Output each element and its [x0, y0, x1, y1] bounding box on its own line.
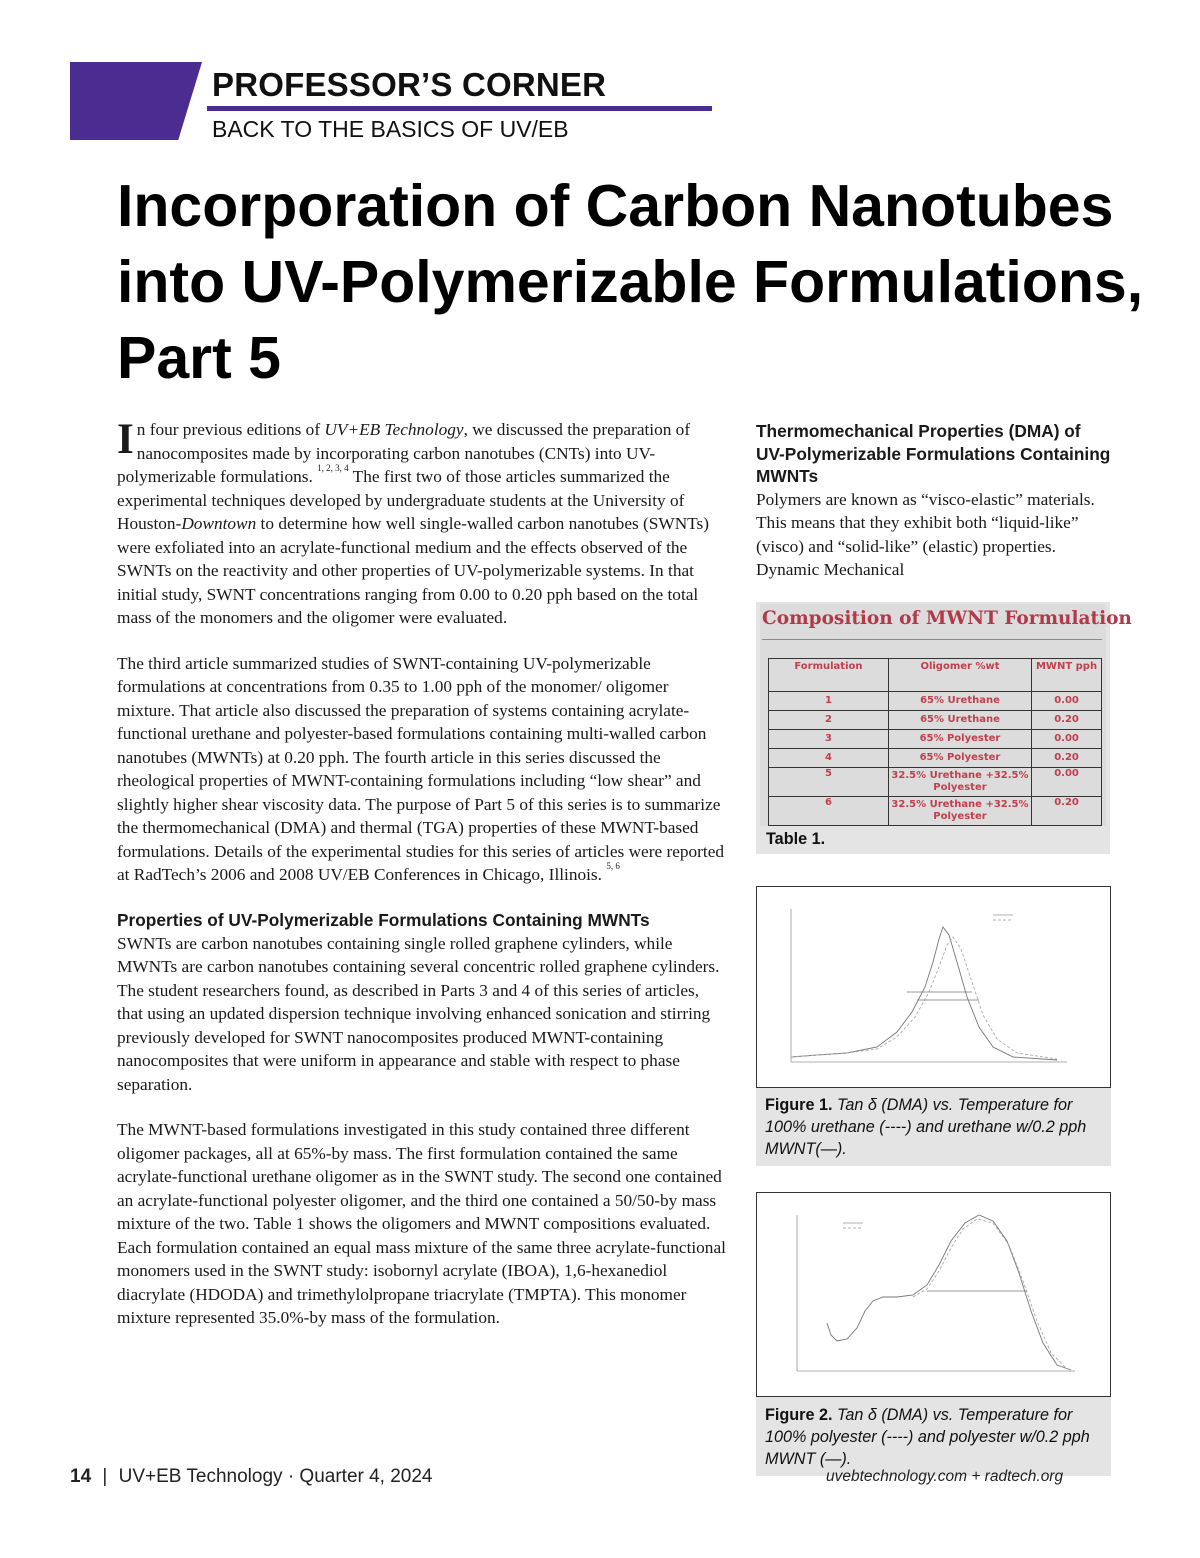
- table-row: 4 65% Polyester 0.20: [769, 749, 1102, 768]
- page-number: 14: [70, 1466, 92, 1487]
- table-1-image: [760, 604, 1132, 826]
- figure-label: Figure 1.: [765, 1096, 833, 1114]
- figure-1-plot-image: [756, 886, 1111, 1088]
- section-rule: [207, 106, 712, 111]
- footer-publication: [70, 1466, 433, 1488]
- section-label: PROFESSOR’S CORNER: [212, 66, 607, 103]
- table-row: 3 65% Polyester 0.00: [769, 730, 1102, 749]
- article-title: Incorporation of Carbon Nanotubes into UV-Polymerizable Formulations, Part 5: [117, 173, 1144, 391]
- drop-cap: I: [117, 416, 134, 463]
- publication-name: UV+EB Technology · Quarter 4, 2024: [118, 1466, 433, 1487]
- table-title-rule: [762, 639, 1102, 640]
- table-1-caption: Table 1.: [766, 830, 826, 848]
- table-row: 2 65% Urethane 0.20: [769, 711, 1102, 730]
- table-header: MWNT pph: [1032, 659, 1102, 692]
- footer-urls: uvebtechnology.com + radtech.org: [826, 1468, 1064, 1485]
- table-header: Formulation: [769, 659, 889, 692]
- section-heading: Thermomechanical Properties (DMA) of UV-Polymerizable Formulations Containing MWNTs: [756, 421, 1111, 486]
- table-header: Oligomer %wt: [888, 659, 1031, 692]
- figure-label: Figure 2.: [765, 1406, 833, 1424]
- left-column: [117, 418, 729, 1352]
- section-heading: Properties of UV-Polymerizable Formulations Containing MWNTs: [117, 909, 650, 930]
- composition-table: [768, 658, 1102, 826]
- tan-delta-plot-polyester: [757, 1193, 1110, 1396]
- section-accent-block: [70, 62, 202, 140]
- figure-2-plot-image: [756, 1192, 1111, 1397]
- figure-1-panel: [756, 886, 1111, 1166]
- reference-marks: 5, 6: [606, 861, 620, 871]
- figure-2-caption: Figure 2. Tan δ (DMA) vs. Temperature for 100% polyester (----) and polyester w/0.2 pph MWNT (—).: [765, 1406, 1090, 1468]
- table-row: 5 32.5% Urethane +32.5% Polyester 0.00: [769, 768, 1102, 797]
- section-subtitle: BACK TO THE BASICS OF UV/EB: [212, 116, 569, 142]
- paragraph-2: The third article summarized studies of SWNT-containing UV-polymerizable formulations at concentrations from 0.35 to 1.00 pph of the monomer/ oligomer mixture. That article also discussed the preparation of systems containing acrylate-functional urethane and polyester-based formulations containing multi-walled carbon nanotubes (MWNTs) at 0.20 pph. The fourth article in this series discussed the rheological properties of MWNT-containing formulations including “low shear” and slightly higher shear viscosity data. The purpose of Part 5 of this series is to summarize the thermomechanical (DMA) and thermal (TGA) properties of these MWNT-based formulations. Details of the experimental studies for this series of articles were reported at RadTech’s 2006 and 2008 UV/EB Conferences in Chicago, Illinois. $^{5, 6}$: [117, 653, 725, 884]
- table-row: 6 32.5% Urethane +32.5% Polyester 0.20: [769, 797, 1102, 826]
- paragraph-intro: In four previous editions of UV+EB Technology, we discussed the preparation of nanocomposites made by incorporating carbon nanotubes (CNTs) into UV-polymerizable formulations. $^{1, 2, 3, 4}$ The first two of those articles summarized the experimental techniques developed by undergraduate students at the University of Houston-Downtown to determine how well single-walled carbon nanotubes (SWNTs) were exfoliated into an acrylate-functional medium and the effects observed of the SWNTs on the reactivity and other properties of UV-polymerizable systems. In that initial study, SWNT concentrations ranging from 0.00 to 0.20 pph based on the total mass of the monomers and the oligomer were evaluated.: [117, 416, 710, 627]
- table-title: Composition of MWNT Formulation: [762, 608, 1132, 629]
- table-row: 1 65% Urethane 0.00: [769, 692, 1102, 711]
- table-1-panel: [756, 602, 1132, 854]
- paragraph-4: The MWNT-based formulations investigated in this study contained three different oligomer packages, all at 65%-by mass. The first formulation contained the same acrylate-functional urethane oligomer as in the SWNT study. The second one contained an acrylate-functional polyester oligomer, and the third one contained a 50/50-by mass mixture of the two. Table 1 shows the oligomers and MWNT compositions evaluated. Each formulation contained an equal mass mixture of the same three acrylate-functional monomers used in the SWNT study: isobornyl acrylate (IBOA), 1,6-hexanediol diacrylate (HDODA) and trimethylolpropane triacrylate (TMPTA). This monomer mixture represented 35.0%-by mass of the formulation.: [117, 1120, 726, 1327]
- paragraph-3-block: [117, 909, 729, 1097]
- paragraph-3: SWNTs are carbon nanotubes containing single rolled graphene cylinders, while MWNTs are carbon nanotubes containing several concentric rolled graphene cylinders. The student researchers found, as described in Parts 3 and 4 of this series of articles, that using an updated dispersion technique involving enhanced sonication and stirring previously developed for SWNT nanocomposites produced MWNT-containing nanocomposites that were uniform in appearance and stable with respect to phase separation.: [117, 933, 720, 1094]
- reference-marks: 1, 2, 3, 4: [317, 463, 349, 473]
- right-column: [756, 420, 1111, 582]
- tan-delta-plot-urethane: [757, 887, 1110, 1087]
- paragraph-5: Polymers are known as “visco-elastic” materials. This means that they exhibit both “liquid-like” (visco) and “solid-like” (elastic) properties. Dynamic Mechanical: [756, 489, 1095, 579]
- figure-1-caption: Figure 1. Tan δ (DMA) vs. Temperature for 100% urethane (----) and urethane w/0.2 pph MWNT(—).: [765, 1096, 1087, 1158]
- figure-2-panel: [756, 1192, 1111, 1476]
- footer-separator: |: [102, 1466, 108, 1487]
